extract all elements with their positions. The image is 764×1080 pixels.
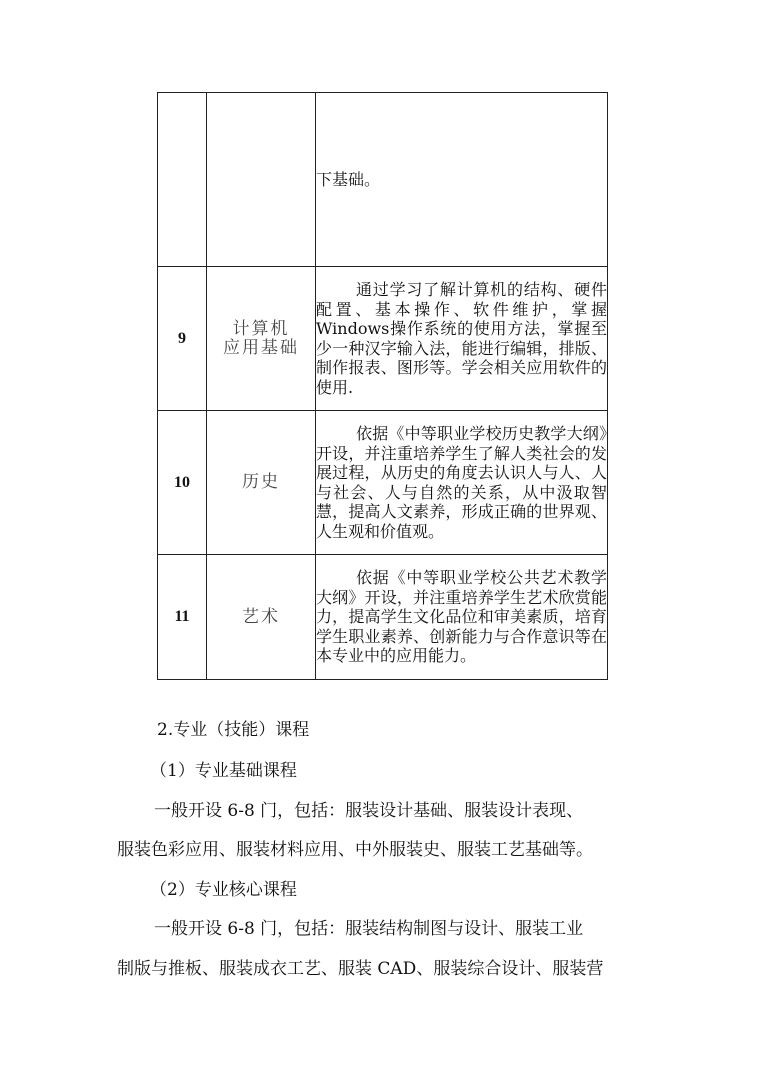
row-number xyxy=(158,93,207,267)
section-heading: 2.专业（技能）课程 xyxy=(157,720,310,740)
description-text: 下基础。 xyxy=(316,169,381,189)
description-text: 依据《中等职业学校历史教学大纲》开设，并注重培养学生了解人类社会的发展过程，从历史的角度去认识人与人、人与社会、人与自然的关系，从中汲取智慧，提高人文素养，形成正确的世界观、人生观和价值观。 xyxy=(316,424,607,541)
table-row xyxy=(158,267,608,411)
paragraph-line: 一般开设 6-8 门，包括：服装设计基础、服装设计表现、 xyxy=(154,801,584,821)
subsection-heading: （2）专业核心课程 xyxy=(150,880,297,900)
paragraph-line: 制版与推板、服装成衣工艺、服装 CAD、服装综合设计、服装营 xyxy=(117,959,604,979)
description-text: 依据《中等职业学校公共艺术教学大纲》开设，并注重培养学生艺术欣赏能力，提高学生文化品位和审美素质，培育学生职业素养、创新能力与合作意识等在本专业中的应用能力。 xyxy=(316,568,607,666)
description-text: 通过学习了解计算机的结构、硬件配置、基本操作、软件维护，掌握Windows操作系统的使用方法，掌握至少一种汉字输入法，能进行编辑，排版、制作报表、图形等。学会相关应用软件的使用. xyxy=(316,280,607,397)
row-number: 10 xyxy=(158,411,207,555)
paragraph-line: 一般开设 6-8 门，包括：服装结构制图与设计、服装工业 xyxy=(154,919,584,939)
row-number: 9 xyxy=(158,267,207,411)
row-number: 11 xyxy=(158,555,207,680)
course-table xyxy=(157,92,608,680)
course-description xyxy=(316,93,608,267)
subsection-heading: （1）专业基础课程 xyxy=(150,761,297,781)
table-row xyxy=(158,555,608,680)
course-name: 历史 xyxy=(207,411,316,555)
course-description xyxy=(316,267,608,411)
paragraph-line: 服装色彩应用、服装材料应用、中外服装史、服装工艺基础等。 xyxy=(117,840,593,860)
course-name: 艺术 xyxy=(207,555,316,680)
course-name xyxy=(207,93,316,267)
course-description xyxy=(316,411,608,555)
course-description xyxy=(316,555,608,680)
table-row xyxy=(158,411,608,555)
table-row xyxy=(158,93,608,267)
course-name: 计算机 应用基础 xyxy=(207,267,316,411)
